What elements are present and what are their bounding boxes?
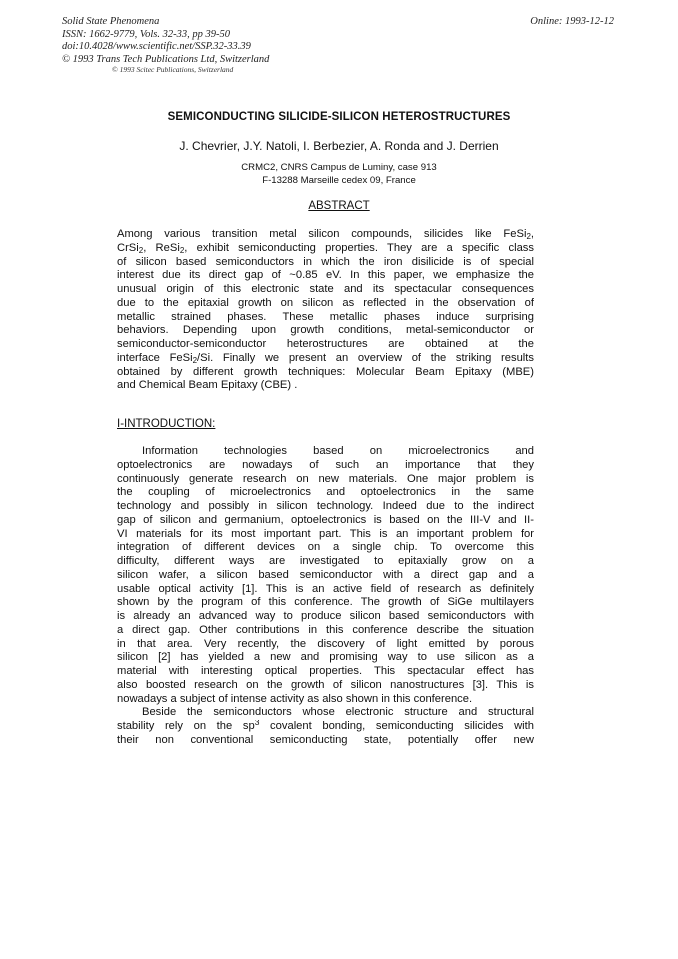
text-line: semiconductor-semiconductor heterostructures are obtained at the xyxy=(117,338,534,350)
online-date: Online: 1993-12-12 xyxy=(530,16,614,27)
text-line: their non conventional semiconducting state, potentially offer new xyxy=(117,733,534,746)
text-line: behaviors. Depending upon growth conditions, metal-semiconductor or xyxy=(117,324,534,337)
issn-line: ISSN: 1662-9779, Vols. 32-33, pp 39-50 xyxy=(62,28,230,40)
text-line: integration of different devices on a single chip. To overcome this xyxy=(117,541,534,554)
text-line: and Chemical Beam Epitaxy (CBE) . xyxy=(117,379,298,392)
affiliation-line-1: CRMC2, CNRS Campus de Luminy, case 913 xyxy=(241,162,437,173)
text-line: unusual origin of this electronic state and its spectacular consequences xyxy=(117,283,534,295)
introduction-heading: I-INTRODUCTION: xyxy=(117,418,216,430)
journal-name: Solid State Phenomena xyxy=(62,16,160,27)
affiliation xyxy=(0,161,678,187)
text-line: VI materials for its most important part. This is an important problem for xyxy=(117,527,534,540)
copyright-line: © 1993 Trans Tech Publications Ltd, Switzerland xyxy=(62,53,270,65)
affiliation-line-2: F-13288 Marseille cedex 09, France xyxy=(262,175,416,186)
doi-line: doi:10.4028/www.scientific.net/SSP.32-33.39 xyxy=(62,41,251,53)
text-line: of silicon based semiconductors in which the iron disilicide is of special xyxy=(117,255,534,268)
text-line: technology and possibly in silicon technology. Indeed due to the indirect xyxy=(117,500,534,512)
abstract-body xyxy=(117,228,534,393)
text-line: metallic strained phases. These metallic phases induce surprising xyxy=(117,310,534,323)
text-line: Beside the semiconductors whose electronic structure and structural xyxy=(142,706,534,719)
text-line: silicon [2] has yielded a new and promising way to use silicon as a xyxy=(117,651,534,664)
text-line: also boosted research on the growth of silicon nanostructures [3]. This is xyxy=(117,678,534,691)
text-line: the coupling of microelectronics and optoelectronics in the same xyxy=(117,486,534,499)
publisher-copyright: © 1993 Scitec Publications, Switzerland xyxy=(112,65,234,74)
text-line: shown by the program of this conference. The growth of SiGe multilayers xyxy=(117,596,534,609)
text-line: is already an advanced way to produce silicon based semiconductors with xyxy=(117,610,534,622)
text-line: nowadays a subject of intense activity as also shown in this conference. xyxy=(117,692,473,705)
paper-title: SEMICONDUCTING SILICIDE-SILICON HETEROSTRUCTURES xyxy=(167,111,511,123)
text-line: a direct gap. Other contributions in this conference describe the situation xyxy=(117,623,534,636)
text-line: obtained by different growth techniques: Molecular Beam Epitaxy (MBE) xyxy=(117,365,534,378)
text-line: interface FeSi$_2$/Si. Finally we present an overview of the striking results xyxy=(117,351,534,365)
text-line: usable optical activity [1]. This is an active field of research as definitely xyxy=(117,582,534,595)
text-line: in that area. Very recently, the discovery of light emitted by porous xyxy=(117,637,534,650)
journal-header xyxy=(62,16,269,66)
text-line: difficulty, different ways are investigated to epitaxially grow on a xyxy=(117,555,534,567)
text-line: CrSi$_2$, ReSi$_2$, exhibit semiconducting properties. They are a specific class xyxy=(117,241,534,255)
text-line: gap of silicon and germanium, optoelectronics is based on the III-V and II- xyxy=(117,513,534,526)
text-line: material with interesting optical properties. This spectacular effect has xyxy=(117,665,534,677)
text-line: continuously generate research on new materials. One major problem is xyxy=(117,472,534,485)
text-line: stability rely on the $sp^3$ covalent bonding, semiconducting silicides with xyxy=(117,720,534,732)
text-line: due to the epitaxial growth on silicon as reflected in the observation of xyxy=(117,296,534,309)
text-line: interest due its direct gap of ~0.85 eV. In this paper, we emphasize the xyxy=(117,269,534,282)
abstract-heading: ABSTRACT xyxy=(308,200,370,212)
author-list: J. Chevrier, J.Y. Natoli, I. Berbezier, A. Ronda and J. Derrien xyxy=(179,139,499,153)
introduction-body xyxy=(117,445,534,748)
text-line: optoelectronics are nowadays of such an importance that they xyxy=(117,458,534,471)
text-line: Information technologies based on microelectronics and xyxy=(142,445,534,457)
text-line: silicon wafer, a silicon based semiconductor with a direct gap and a xyxy=(117,568,534,581)
text-line: Among various transition metal silicon compounds, silicides like FeSi$_2$, xyxy=(117,228,534,241)
